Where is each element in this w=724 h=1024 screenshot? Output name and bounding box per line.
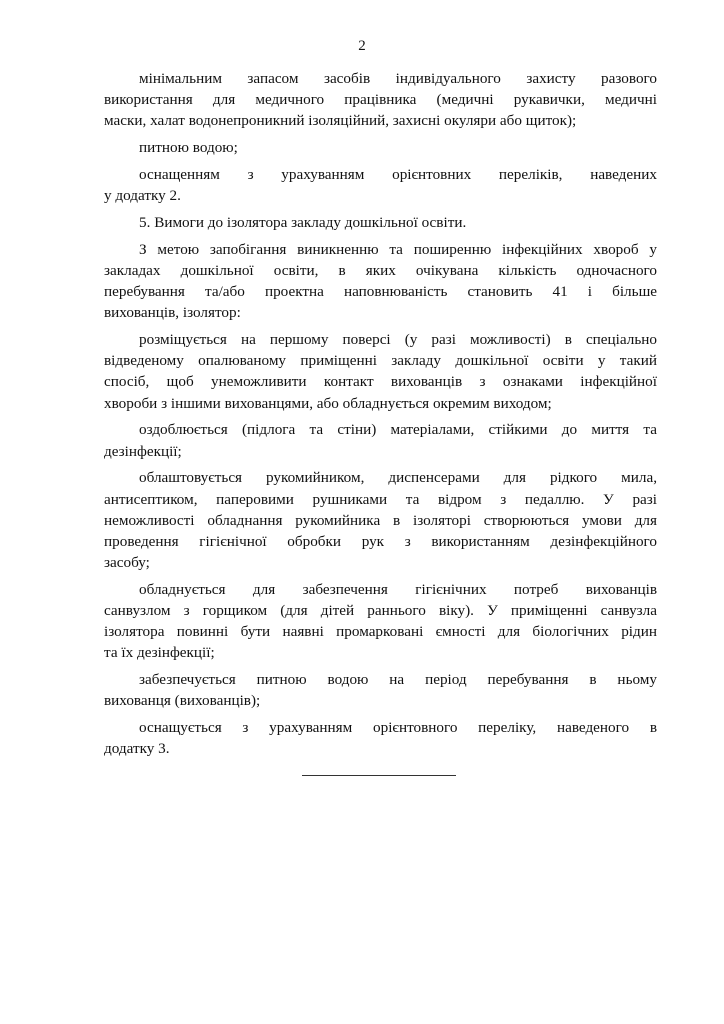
text-line: питною водою; [139, 139, 238, 157]
text-line: засобу; [104, 554, 150, 572]
paragraph-isolator-toilet [104, 579, 657, 664]
text-line: вихованців, ізолятор: [104, 304, 241, 322]
section-heading-isolator-requirements [104, 212, 657, 233]
text-line: вихованця (вихованців); [104, 692, 261, 710]
text-line: З метою запобігання виникненню та поширенню інфекційних хвороб у [139, 240, 657, 258]
text-line: закладах дошкільної освіти, в яких очікувана кількість одночасного [104, 261, 657, 279]
text-line: оснащенням з урахуванням орієнтовних переліків, наведених [139, 165, 657, 183]
paragraph-isolator-equipment-annex-3 [104, 717, 657, 759]
text-line: забезпечується питною водою на період перебування в ньому [139, 671, 657, 689]
text-line: проведення гігієнічної обробки рук з використанням дезінфекційного [104, 532, 657, 550]
text-line: дезінфекції; [104, 442, 182, 460]
text-line: оснащується з урахуванням орієнтовного переліку, наведеного в [139, 719, 657, 737]
text-line: обладнується для забезпечення гігієнічних потреб вихованців [139, 580, 657, 598]
text-line: мінімальним запасом засобів індивідуального захисту разового [139, 70, 657, 87]
text-line: у додатку 2. [104, 187, 181, 205]
text-line: антисептиком, паперовими рушниками та відром з педаллю. У разі [104, 490, 657, 508]
text-line: хвороби з іншими вихованцями, або обладнується окремим виходом; [104, 394, 552, 412]
text-line: перебування та/або проектна наповнюваність становить 41 і більше [104, 283, 657, 301]
text-line: санвузлом з горщиком (для дітей раннього віку). У приміщенні санвузла [104, 602, 657, 620]
text-line: розміщується на першому поверсі (у разі можливості) в спеціально [139, 331, 657, 349]
text-line: облаштовується рукомийником, диспенсерами для рідкого мила, [139, 469, 657, 487]
paragraph-isolator-location [104, 329, 657, 414]
text-line: 5. Вимоги до ізолятора закладу дошкільної освіти. [139, 213, 467, 231]
text-line: використання для медичного працівника (медичні рукавички, медичні [104, 91, 657, 109]
document-body [104, 68, 657, 765]
paragraph-isolator-intro [104, 239, 657, 324]
paragraph-drinking-water [104, 137, 657, 158]
end-divider-line [302, 775, 456, 776]
text-line: оздоблюється (підлога та стіни) матеріалами, стійкими до миття та [139, 421, 657, 439]
paragraph-equipment-annex-2 [104, 164, 657, 206]
paragraph-isolator-water [104, 669, 657, 711]
text-line: та їх дезінфекції; [104, 644, 215, 662]
paragraph-isolator-washbasin [104, 467, 657, 573]
text-line: спосіб, щоб унеможливити контакт вихованців з ознаками інфекційної [104, 373, 657, 391]
paragraph-isolator-finishing [104, 419, 657, 461]
text-line: неможливості обладнання рукомийника в ізоляторі створюються умови для [104, 511, 657, 529]
text-line: маски, халат водонепроникний ізоляційний, захисні окуляри або щиток); [104, 112, 577, 130]
text-line: ізолятора повинні бути наявні промарковані ємності для біологічних рідин [104, 623, 657, 641]
paragraph-ppe-stock [104, 68, 657, 132]
text-line: додатку 3. [104, 740, 170, 758]
page-number: 2 [358, 38, 366, 54]
text-line: відведеному опалюваному приміщенні закладу дошкільної освіти у такий [104, 352, 657, 370]
